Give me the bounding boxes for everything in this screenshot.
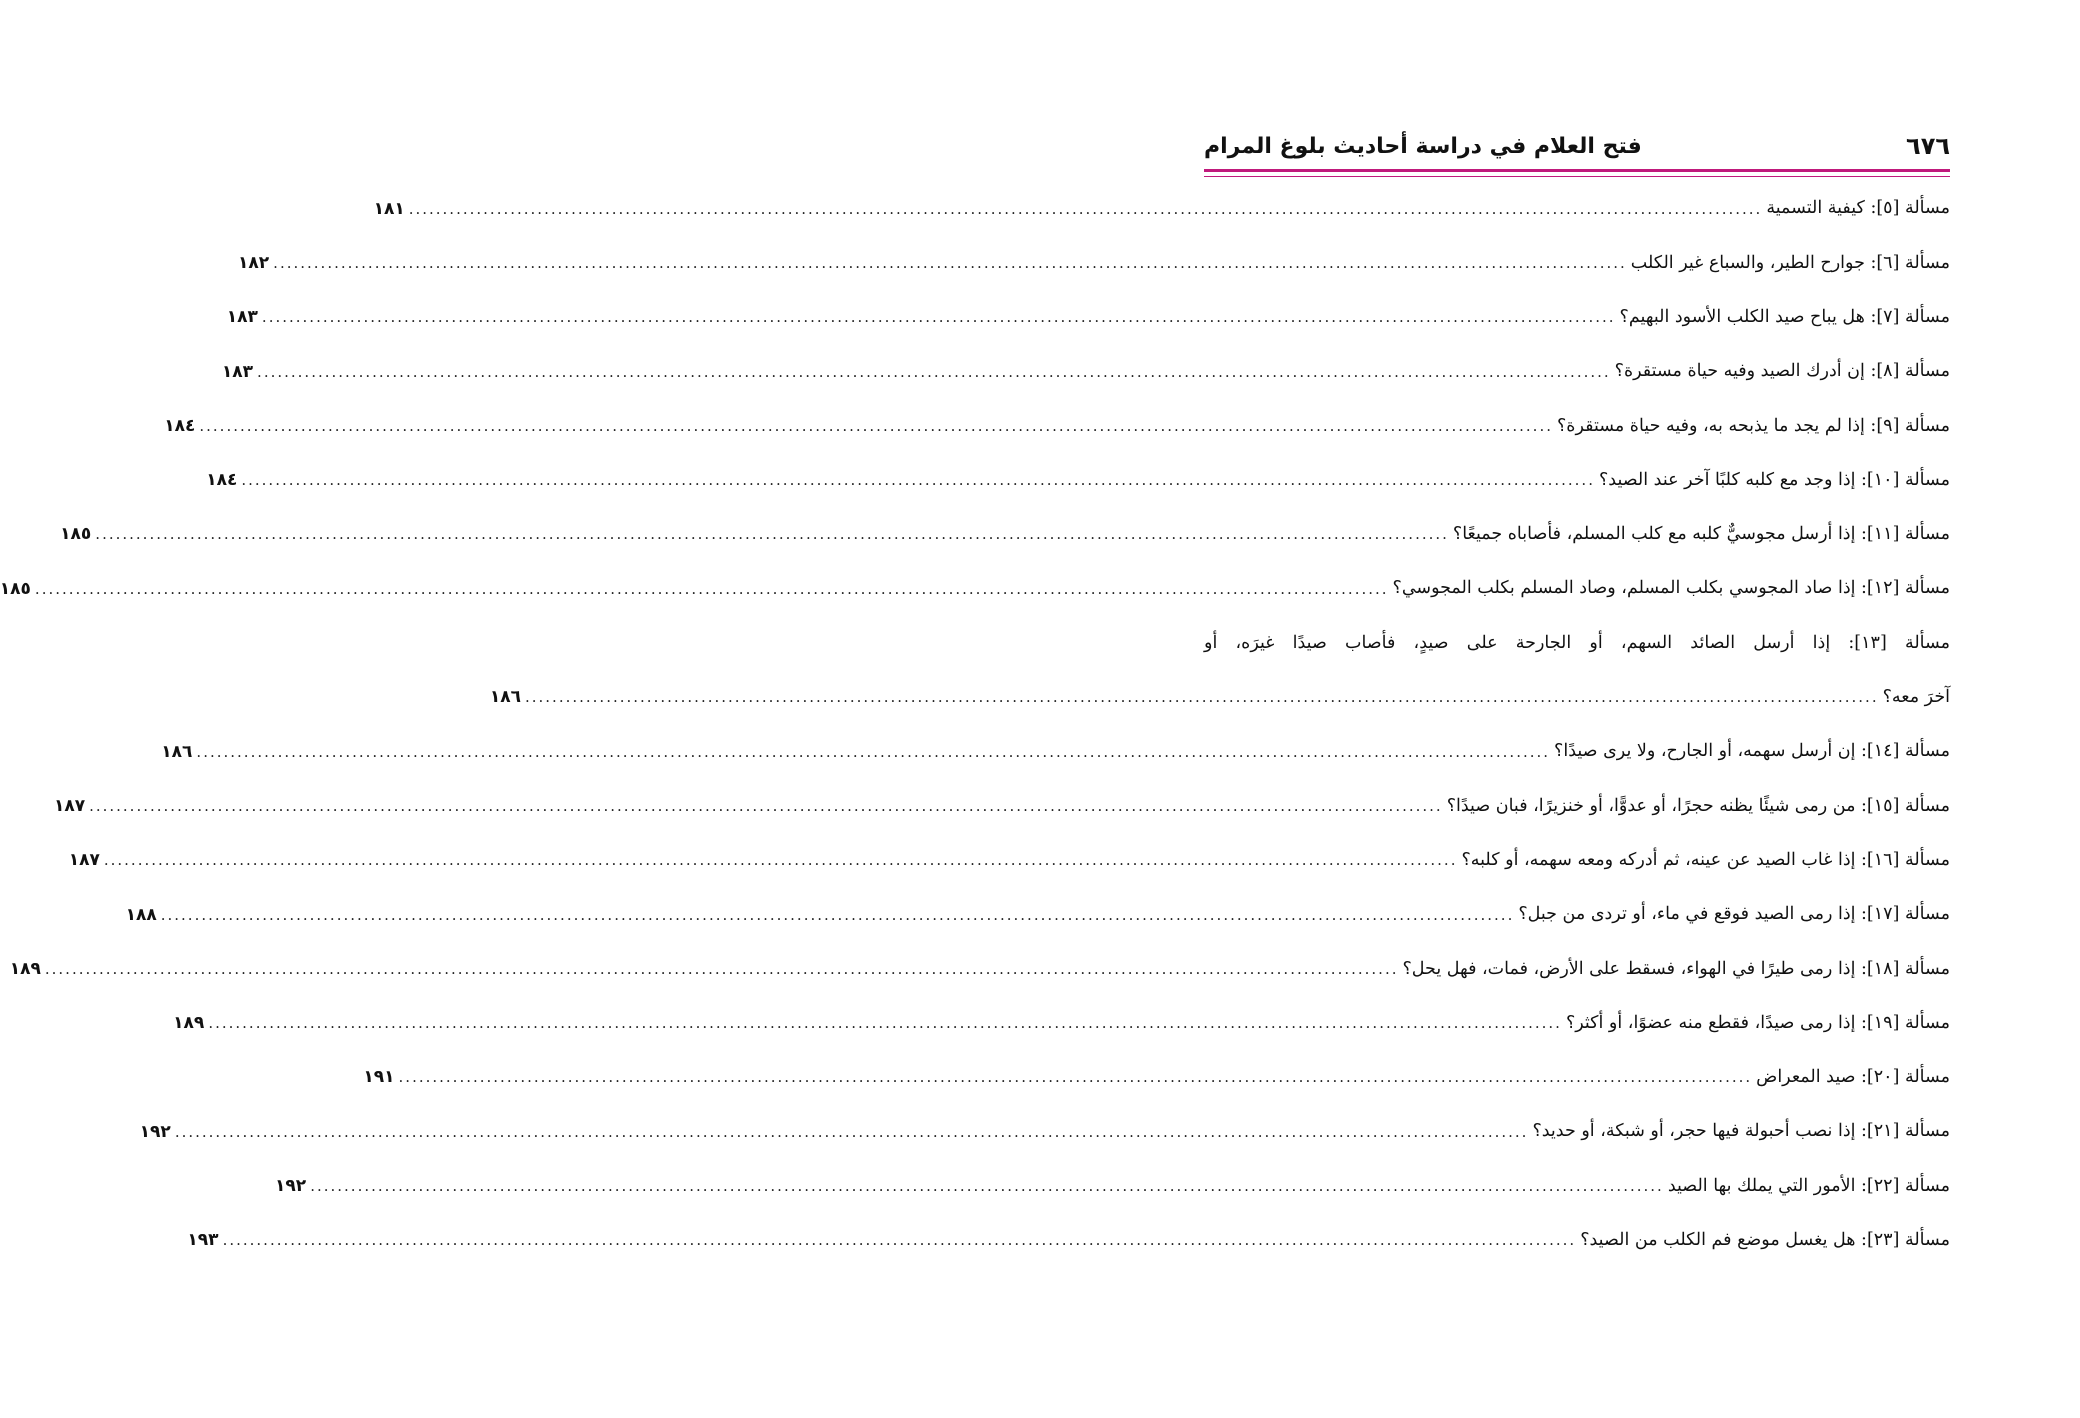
table-of-contents xyxy=(0,182,1950,1268)
toc-leader-dots: ........................................................................................................................................................................................................ xyxy=(310,1176,1664,1195)
toc-leader-dots: ........................................................................................................................................................................................................ xyxy=(89,796,1443,815)
toc-entry-title: مسألة [١٥]: من رمى شيئًا يظنه حجرًا، أو عدوًّا، أو خنزيرًا، فبان صيدًا؟ xyxy=(1446,795,1950,816)
toc-entry xyxy=(363,1051,1950,1105)
toc-leader-dots: ........................................................................................................................................................................................................ xyxy=(95,525,1449,544)
toc-entry-title: مسألة [١٣]: إذا أرسل الصائد السهم، أو الجارحة على صيدٍ، فأصاب صيدًا غيرَه، أو xyxy=(1204,632,1950,653)
toc-entry-title: مسألة [١١]: إذا أرسل مجوسيٌّ كلبه مع كلب المسلم، فأصاباه جميعًا؟ xyxy=(1452,524,1950,545)
toc-entry-page: ١٨٤ xyxy=(164,415,196,436)
toc-entry-page: ١٨٥ xyxy=(60,524,92,545)
toc-entry xyxy=(0,562,1950,616)
toc-entry-page: ١٨٧ xyxy=(53,795,86,816)
toc-entry-page: ١٩٢ xyxy=(275,1175,307,1196)
toc-entry-title: مسألة [١٩]: إذا رمى صيدًا، فقطع منه عضوًا، أو أكثر؟ xyxy=(1565,1012,1950,1033)
toc-entry-page: ١٨٩ xyxy=(9,958,41,979)
toc-entry-wrapped-line xyxy=(1204,616,1950,670)
toc-leader-dots: ........................................................................................................................................................................................................ xyxy=(398,1068,1753,1087)
toc-entry-page: ١٩٣ xyxy=(187,1230,219,1251)
toc-leader-dots: ........................................................................................................................................................................................................ xyxy=(174,1122,1529,1141)
toc-entry-page: ١٨٦ xyxy=(489,687,521,708)
toc-entry-page: ١٨٦ xyxy=(161,741,193,762)
toc-entry-title: مسألة [١٤]: إن أرسل سهمه، أو الجارح، ولا يرى صيدًا؟ xyxy=(1554,741,1950,762)
toc-entry-title: مسألة [٨]: إن أدرك الصيد وفيه حياة مستقرة؟ xyxy=(1614,361,1950,382)
header-rule-thin xyxy=(1204,176,1950,177)
toc-entry-page: ١٨٥ xyxy=(0,578,31,599)
toc-entry-title: مسألة [٢١]: إذا نصب أحبولة فيها حجر، أو شبكة، أو حديد؟ xyxy=(1532,1121,1950,1142)
toc-entry xyxy=(238,236,1950,290)
toc-entry xyxy=(173,996,1950,1050)
toc-entry-page: ١٨٧ xyxy=(68,850,100,871)
toc-leader-dots: ........................................................................................................................................................................................................ xyxy=(196,742,1551,761)
toc-leader-dots: ........................................................................................................................................................................................................ xyxy=(524,688,1879,707)
toc-entry-page: ١٨٤ xyxy=(206,470,238,491)
toc-entry xyxy=(125,888,1950,942)
toc-entry-title: مسألة [١٧]: إذا رمى الصيد فوقع في ماء، أو تردى من جبل؟ xyxy=(1518,904,1950,925)
toc-entry xyxy=(275,1159,1950,1213)
toc-entry-title: مسألة [٥]: كيفية التسمية xyxy=(1766,198,1950,219)
toc-entry xyxy=(226,291,1950,345)
toc-entry-title: مسألة [١٨]: إذا رمى طيرًا في الهواء، فسقط على الأرض، فمات، فهل يحل؟ xyxy=(1402,958,1950,979)
toc-leader-dots: ........................................................................................................................................................................................................ xyxy=(273,253,1627,272)
toc-leader-dots: ........................................................................................................................................................................................................ xyxy=(257,362,1611,381)
toc-entry-title: مسألة [١٠]: إذا وجد مع كلبه كلبًا آخر عند الصيد؟ xyxy=(1598,469,1950,490)
toc-leader-dots: ........................................................................................................................................................................................................ xyxy=(160,905,1515,924)
toc-entry xyxy=(187,1214,1950,1268)
toc-entry xyxy=(489,671,1950,725)
toc-entry-page: ١٨١ xyxy=(373,198,405,219)
toc-entry-title: مسألة [١٦]: إذا غاب الصيد عن عينه، ثم أدركه ومعه سهمه، أو كلبه؟ xyxy=(1461,849,1950,870)
toc-entry xyxy=(221,345,1950,399)
page-number: ٦٧٦ xyxy=(1906,132,1950,160)
toc-entry xyxy=(161,725,1950,779)
header-rule-thick xyxy=(1204,169,1950,172)
toc-entry-page: ١٨٣ xyxy=(226,307,258,328)
toc-leader-dots: ........................................................................................................................................................................................................ xyxy=(44,959,1399,978)
toc-leader-dots: ........................................................................................................................................................................................................ xyxy=(103,851,1458,870)
book-title: فتح العلام في دراسة أحاديث بلوغ المرام xyxy=(1204,133,1642,159)
toc-entry-title: مسألة [١٢]: إذا صاد المجوسي بكلب المسلم، وصاد المسلم بكلب المجوسي؟ xyxy=(1392,578,1950,599)
toc-entry-title: مسألة [٢٠]: صيد المعراض xyxy=(1756,1067,1950,1088)
toc-entry-page: ١٨٢ xyxy=(238,252,270,273)
toc-entry-title-continued: آخرَ معه؟ xyxy=(1882,687,1950,708)
toc-entry-title: مسألة [٩]: إذا لم يجد ما يذبحه به، وفيه حياة مستقرة؟ xyxy=(1557,415,1950,436)
toc-entry-title: مسألة [٦]: جوارح الطير، والسباع غير الكلب xyxy=(1630,252,1950,273)
toc-entry xyxy=(164,399,1950,453)
toc-entry xyxy=(373,182,1950,236)
toc-leader-dots: ........................................................................................................................................................................................................ xyxy=(261,308,1616,327)
toc-leader-dots: ........................................................................................................................................................................................................ xyxy=(222,1231,1577,1250)
toc-entry-title: مسألة [٧]: هل يباح صيد الكلب الأسود البهيم؟ xyxy=(1619,306,1950,327)
toc-entry-page: ١٨٩ xyxy=(173,1013,205,1034)
toc-entry xyxy=(60,508,1950,562)
toc-leader-dots: ........................................................................................................................................................................................................ xyxy=(208,1014,1562,1033)
toc-leader-dots: ........................................................................................................................................................................................................ xyxy=(199,416,1553,435)
toc-leader-dots: ........................................................................................................................................................................................................ xyxy=(241,471,1595,490)
toc-entry xyxy=(68,834,1950,888)
toc-entry-page: ١٨٨ xyxy=(125,904,157,925)
toc-entry-page: ١٩٢ xyxy=(139,1121,171,1142)
toc-leader-dots: ........................................................................................................................................................................................................ xyxy=(34,579,1389,598)
toc-entry xyxy=(53,779,1950,833)
toc-entry-title: مسألة [٢٣]: هل يغسل موضع فم الكلب من الصيد؟ xyxy=(1580,1230,1950,1251)
toc-leader-dots: ........................................................................................................................................................................................................ xyxy=(408,199,1763,218)
toc-entry xyxy=(206,453,1950,507)
toc-entry xyxy=(139,1105,1950,1159)
toc-entry-page: ١٩١ xyxy=(363,1067,395,1088)
toc-entry-title: مسألة [٢٢]: الأمور التي يملك بها الصيد xyxy=(1667,1175,1950,1196)
toc-entry xyxy=(9,942,1950,996)
page-header xyxy=(1204,128,1950,164)
toc-entry-page: ١٨٣ xyxy=(221,361,254,382)
